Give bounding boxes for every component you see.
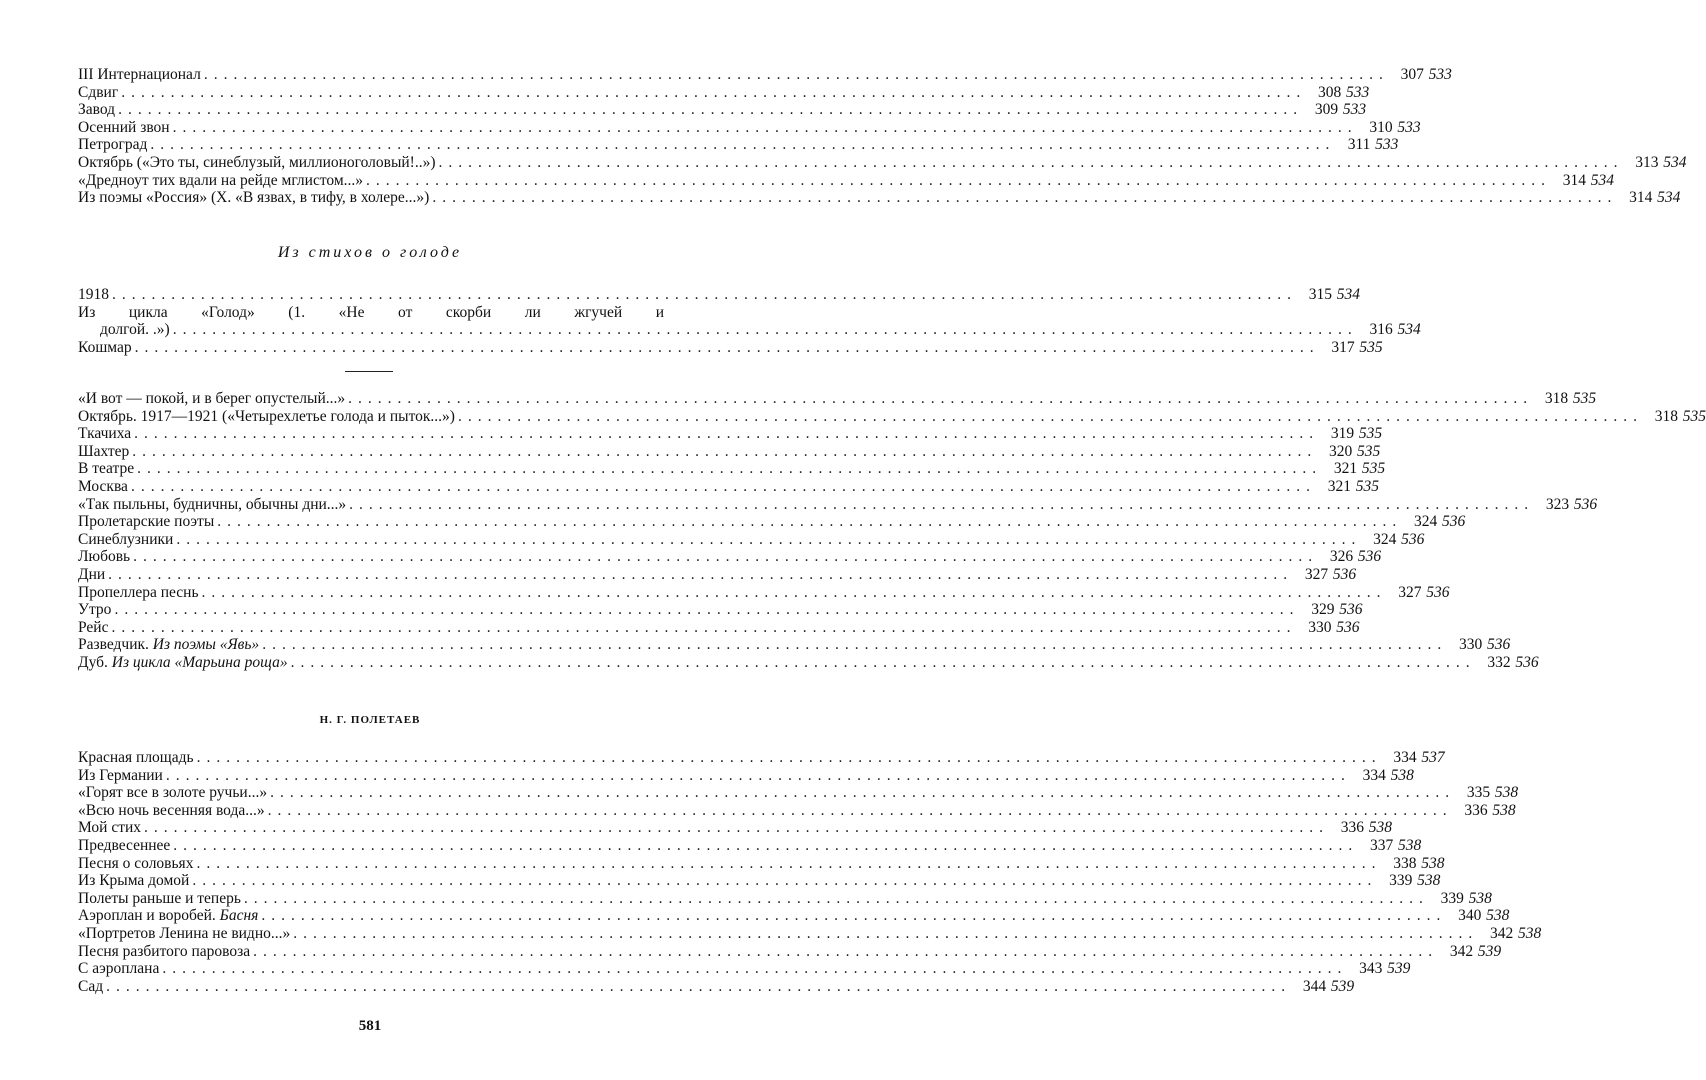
- dot-leader: ........................................................................................................................: [432, 189, 1618, 207]
- dot-leader: ........................................................................................................................: [173, 836, 1359, 854]
- page-number: 340: [1458, 907, 1482, 925]
- entry-title-text: Сад: [78, 977, 104, 995]
- page-number: 334: [1362, 766, 1386, 784]
- entry-title: долгой. .»): [100, 321, 170, 339]
- toc-entry: [78, 390, 1597, 408]
- entry-title: [78, 784, 267, 802]
- dot-leader: ........................................................................................................................: [106, 977, 1292, 995]
- toc-entry: [78, 442, 1381, 461]
- toc-entry: [78, 286, 1360, 304]
- page-number: 342: [1449, 942, 1474, 960]
- toc-entry-continuation: [78, 321, 1421, 339]
- note-page-number: 535: [1682, 407, 1706, 425]
- page-number: 314: [1562, 171, 1587, 189]
- note-page-number: 537: [1421, 749, 1445, 766]
- toc-entry: [78, 924, 1542, 943]
- entry-title: [78, 960, 159, 978]
- page-number: 316: [1369, 321, 1393, 339]
- entry-title: [78, 154, 436, 172]
- dot-leader: ........................................................................................................................: [133, 548, 1319, 566]
- entry-title-text: Сдвиг: [78, 83, 119, 101]
- entry-title: [78, 66, 201, 84]
- dot-leader: ........................................................................................................................: [134, 425, 1320, 443]
- entry-title-text: Пролетарские поэты: [78, 513, 215, 531]
- note-page-number: 536: [1486, 636, 1511, 654]
- entry-title-text: Ткачиха: [78, 425, 132, 443]
- page-number: 327: [1398, 583, 1422, 601]
- note-page-number: 536: [1336, 618, 1360, 636]
- toc-section-hunger: [78, 286, 1421, 356]
- note-page-number: 536: [1357, 548, 1382, 566]
- dot-leader: ........................................................................................................................: [253, 942, 1439, 960]
- entry-title-text: Из Крыма домой: [78, 872, 190, 890]
- entry-title-text: Завод: [78, 101, 116, 119]
- section-heading-hunger: Из стихов о голоде: [277, 244, 463, 261]
- toc-entry: [78, 766, 1414, 785]
- toc-entry: [78, 565, 1357, 584]
- toc-entry: [78, 189, 1681, 207]
- note-page-number: 539: [1477, 942, 1502, 960]
- toc-entry: [78, 601, 1363, 619]
- page-number: 308: [1317, 83, 1342, 101]
- dot-leader: ........................................................................................................................: [172, 118, 1358, 136]
- toc-entry: [78, 171, 1615, 190]
- page-number: 318: [1544, 390, 1569, 407]
- entry-title: [78, 601, 111, 619]
- note-page-number: 534: [1590, 171, 1615, 189]
- entry-title: [78, 548, 130, 566]
- note-page-number: 534: [1336, 286, 1360, 303]
- toc-entry: [78, 83, 1370, 102]
- entry-title: [78, 978, 103, 996]
- entry-title: [78, 872, 189, 890]
- entry-title-text: Дни: [78, 565, 106, 583]
- entry-title: [78, 513, 214, 531]
- note-page-number: 533: [1345, 83, 1370, 101]
- page-number: 337: [1370, 836, 1394, 854]
- dot-leader: ........................................................................................................................: [262, 636, 1448, 654]
- page-number: 307: [1400, 66, 1424, 83]
- note-page-number: 536: [1573, 495, 1598, 513]
- toc-entry: [78, 749, 1445, 767]
- toc-entry: [78, 618, 1360, 637]
- page-number: 343: [1359, 960, 1383, 978]
- page-number: 321: [1333, 460, 1358, 478]
- dot-leader: ........................................................................................................................: [108, 565, 1294, 583]
- dot-leader: ........................................................................................................................: [112, 286, 1297, 303]
- dot-leader: ........................................................................................................................: [114, 601, 1300, 619]
- entry-title-text: III Интернационал: [78, 66, 201, 83]
- entry-title: [78, 460, 134, 478]
- entry-title: 1918: [78, 286, 109, 303]
- entry-title: [78, 136, 147, 154]
- dot-leader: ........................................................................................................................: [176, 530, 1362, 548]
- note-page-number: 533: [1397, 118, 1421, 136]
- page-number: 320: [1329, 442, 1353, 460]
- entry-title-text: Любовь: [78, 548, 131, 566]
- dot-leader: ........................................................................................................................: [349, 495, 1535, 513]
- entry-title-text: Из поэмы «Россия» (X. «В язвах, в тифу, в холере...»): [78, 189, 430, 207]
- entry-title-text: «Так пыльны, будничны, обычны дни...»: [78, 495, 347, 513]
- page-number: 344: [1302, 977, 1327, 995]
- note-page-number: 533: [1428, 66, 1452, 83]
- toc-entry: [78, 960, 1411, 978]
- entry-title-text: Аэроплан и воробей.: [78, 907, 216, 925]
- toc-entry: [78, 854, 1445, 873]
- note-page-number: 539: [1387, 960, 1411, 978]
- note-page-number: 535: [1358, 425, 1383, 443]
- dot-leader: ........................................................................................................................: [196, 749, 1382, 766]
- page-number: 336: [1340, 819, 1365, 837]
- toc-entry: [78, 513, 1466, 531]
- toc-entry: [78, 636, 1511, 654]
- entry-title: [78, 636, 259, 654]
- note-page-number: 535: [1355, 477, 1379, 495]
- toc-entry: [78, 819, 1393, 837]
- dot-leader: ........................................................................................................................: [261, 907, 1447, 925]
- note-page-number: 536: [1339, 601, 1363, 619]
- entry-title: [78, 101, 115, 119]
- entry-title: [78, 855, 193, 873]
- dot-leader: ........................................................................................................................: [243, 889, 1429, 907]
- toc-entry: [78, 889, 1492, 908]
- entry-title-italic: Из поэмы «Явь»: [152, 636, 260, 654]
- dot-leader: ........................................................................................................................: [293, 924, 1479, 942]
- page-number: 342: [1490, 924, 1514, 942]
- entry-title-text: «И вот — покой, и в берег опустелый...»: [78, 390, 346, 407]
- entry-title-text: Полеты раньше и теперь: [78, 889, 241, 907]
- note-page-number: 538: [1486, 907, 1510, 925]
- toc-entry: [78, 653, 1539, 672]
- dot-leader: ........................................................................................................................: [132, 442, 1318, 460]
- entry-title: [78, 390, 345, 408]
- toc-entry: [78, 530, 1425, 549]
- entry-title: [78, 566, 105, 584]
- note-page-number: 535: [1361, 460, 1386, 478]
- toc-entry: [78, 304, 664, 322]
- dot-leader: ........................................................................................................................: [165, 766, 1351, 784]
- toc-section-later-poems: [78, 390, 1706, 672]
- toc-entry: [78, 118, 1421, 137]
- page-number: 330: [1458, 636, 1483, 654]
- toc-section-poems: [78, 66, 1687, 207]
- entry-title-text: Разведчик.: [78, 636, 149, 654]
- toc-entry: [78, 548, 1382, 566]
- toc-entry: [78, 495, 1598, 514]
- note-page-number: 538: [1417, 872, 1441, 890]
- entry-title-text: «Портретов Ленина не видно...»: [78, 924, 291, 942]
- entry-title: Кошмар: [78, 338, 132, 356]
- author-heading: Н. Г. ПОЛЕТАЕВ: [319, 714, 421, 726]
- dot-leader: ........................................................................................................................: [217, 513, 1403, 531]
- note-page-number: 538: [1398, 836, 1422, 854]
- dot-leader: ........................................................................................................................: [270, 784, 1456, 802]
- entry-title-text: «Дредноут тих вдали на рейде мглистом...»: [78, 171, 364, 189]
- page-number: 317: [1331, 338, 1355, 356]
- toc-entry: [78, 583, 1450, 602]
- dot-leader: ........................................................................................................................: [290, 653, 1476, 671]
- page-number: 335: [1466, 784, 1491, 802]
- entry-title: Из цикла «Голод» (1. «Не от скорби ли жгучей и: [78, 303, 664, 321]
- dot-leader: ........................................................................................................................: [111, 618, 1297, 636]
- page-number: 319: [1330, 425, 1355, 443]
- page-number: 326: [1329, 548, 1354, 566]
- entry-title: [78, 172, 363, 190]
- page-number: 330: [1308, 618, 1332, 636]
- dot-leader: ........................................................................................................................: [196, 854, 1382, 872]
- dot-leader: ........................................................................................................................: [366, 171, 1552, 189]
- note-page-number: 538: [1518, 924, 1542, 942]
- note-page-number: 533: [1342, 101, 1367, 119]
- entry-title: [78, 443, 129, 461]
- entry-title: [78, 890, 241, 908]
- dot-leader: ........................................................................................................................: [348, 390, 1534, 407]
- page-number: 339: [1389, 872, 1413, 890]
- note-page-number: 536: [1515, 653, 1539, 671]
- note-page-number: 536: [1426, 583, 1450, 601]
- dot-leader: ........................................................................................................................: [144, 819, 1330, 837]
- entry-title-italic: Из цикла «Марьина роща»: [111, 653, 288, 671]
- entry-title: [78, 531, 173, 549]
- dot-leader: ........................................................................................................................: [162, 960, 1348, 978]
- note-page-number: 534: [1657, 189, 1681, 207]
- note-page-number: 535: [1572, 390, 1597, 407]
- note-page-number: 536: [1401, 530, 1425, 548]
- toc-entry: [78, 407, 1706, 426]
- note-page-number: 534: [1663, 153, 1687, 171]
- toc-entry: [78, 101, 1367, 119]
- dot-leader: ........................................................................................................................: [121, 83, 1307, 101]
- toc-entry: [78, 136, 1399, 154]
- page-number: 339: [1440, 889, 1464, 907]
- entry-title-text: Из Германии: [78, 766, 163, 784]
- page-number: 313: [1635, 153, 1659, 171]
- page-number: 338: [1393, 854, 1417, 872]
- entry-title-text: Осенний звон: [78, 118, 170, 136]
- dot-leader: ........................................................................................................................: [118, 101, 1304, 119]
- dot-leader: ........................................................................................................................: [267, 801, 1453, 819]
- entry-title-text: Песня разбитого паровоза: [78, 942, 251, 960]
- entry-title: [78, 478, 128, 496]
- entry-title: [78, 749, 194, 767]
- toc-entry: [78, 66, 1452, 84]
- entry-title: [78, 119, 170, 137]
- entry-title-italic: Басня: [219, 907, 259, 925]
- entry-title: [78, 925, 290, 943]
- entry-title-text: Петроград: [78, 136, 148, 154]
- entry-title: [78, 943, 250, 961]
- entry-title-text: Пропеллера песнь: [78, 583, 199, 601]
- entry-title: [78, 837, 170, 855]
- dot-leader: ........................................................................................................................: [457, 407, 1643, 425]
- entry-title: [78, 767, 163, 785]
- note-page-number: 538: [1468, 889, 1492, 907]
- page-number-footer: 581: [358, 1018, 382, 1034]
- dot-leader: ........................................................................................................................: [137, 460, 1323, 478]
- entry-title: [78, 425, 131, 443]
- entry-title: [78, 654, 288, 672]
- dot-leader: ........................................................................................................................: [201, 583, 1387, 601]
- toc-entry: [78, 477, 1379, 496]
- page-number: 327: [1304, 565, 1329, 583]
- entry-title-text: Синеблузники: [78, 530, 174, 548]
- note-page-number: 535: [1359, 338, 1383, 356]
- toc-entry: [78, 942, 1502, 961]
- page-number: 309: [1314, 101, 1339, 119]
- toc-entry: [78, 836, 1422, 855]
- page-number: 332: [1487, 653, 1511, 671]
- page-number: 323: [1545, 495, 1570, 513]
- entry-title-text: Утро: [78, 601, 112, 619]
- page-number: 311: [1347, 136, 1371, 154]
- toc-entry: [78, 801, 1516, 820]
- entry-title-text: Мой стих: [78, 819, 142, 837]
- page-number: 329: [1311, 601, 1335, 619]
- entry-title-text: С аэроплана: [78, 960, 160, 978]
- entry-title-text: Красная площадь: [78, 749, 194, 766]
- entry-title: [78, 802, 265, 820]
- note-page-number: 533: [1375, 136, 1399, 154]
- dot-leader: ........................................................................................................................: [172, 321, 1358, 339]
- dot-leader: ........................................................................................................................: [130, 477, 1316, 495]
- dot-leader: ........................................................................................................................: [438, 153, 1624, 171]
- toc-entry: [78, 153, 1687, 172]
- page-number: 318: [1654, 407, 1678, 425]
- section-divider: [345, 371, 393, 372]
- note-page-number: 538: [1494, 784, 1519, 802]
- note-page-number: 535: [1357, 442, 1381, 460]
- entry-title-text: Рейс: [78, 618, 109, 636]
- note-page-number: 538: [1368, 819, 1393, 837]
- entry-title-text: В театре: [78, 460, 135, 478]
- dot-leader: ........................................................................................................................: [150, 136, 1336, 154]
- entry-title: [78, 907, 258, 925]
- toc-entry: [78, 338, 1383, 357]
- entry-title: [78, 496, 346, 514]
- entry-title-text: Октябрь. 1917—1921 («Четырехлетье голода и пыток...»): [78, 407, 455, 425]
- entry-title: [78, 189, 429, 207]
- toc-section-poletaev: [78, 749, 1542, 995]
- toc-entry: [78, 784, 1519, 802]
- entry-title: [78, 819, 141, 837]
- note-page-number: 536: [1441, 513, 1466, 531]
- toc-entry: [78, 460, 1386, 478]
- entry-title: [78, 84, 118, 102]
- entry-title-text: Октябрь («Это ты, синеблузый, миллионоголовый!..»): [78, 153, 436, 171]
- entry-title: [78, 584, 199, 602]
- page-number: 310: [1369, 118, 1393, 136]
- entry-title-text: Москва: [78, 477, 128, 495]
- entry-title-text: Дуб.: [78, 653, 108, 671]
- page-number: 336: [1464, 801, 1488, 819]
- note-page-number: 539: [1330, 977, 1355, 995]
- note-page-number: 538: [1390, 766, 1414, 784]
- dot-leader: ........................................................................................................................: [134, 338, 1320, 356]
- note-page-number: 538: [1492, 801, 1516, 819]
- note-page-number: 534: [1397, 321, 1421, 339]
- entry-title: [78, 619, 108, 637]
- dot-leader: ........................................................................................................................: [192, 872, 1378, 890]
- entry-title-text: Предвесеннее: [78, 836, 171, 854]
- page-number: 321: [1327, 477, 1351, 495]
- page-number: 324: [1413, 513, 1438, 531]
- page-number: 324: [1373, 530, 1397, 548]
- toc-entry: [78, 907, 1510, 925]
- note-page-number: 536: [1332, 565, 1357, 583]
- entry-title-text: Шахтер: [78, 442, 130, 460]
- page-number: 314: [1629, 189, 1653, 207]
- toc-entry: [78, 425, 1383, 443]
- entry-title-text: «Горят все в золоте ручьи...»: [78, 784, 268, 802]
- dot-leader: ........................................................................................................................: [203, 66, 1389, 83]
- entry-title-text: «Всю ночь весенняя вода...»: [78, 801, 265, 819]
- toc-entry: [78, 872, 1441, 890]
- page-number: 315: [1308, 286, 1332, 303]
- toc-entry: [78, 977, 1355, 996]
- note-page-number: 538: [1421, 854, 1445, 872]
- entry-title: [78, 408, 455, 426]
- entry-title-text: Песня о соловьях: [78, 854, 194, 872]
- page-number: 334: [1393, 749, 1417, 766]
